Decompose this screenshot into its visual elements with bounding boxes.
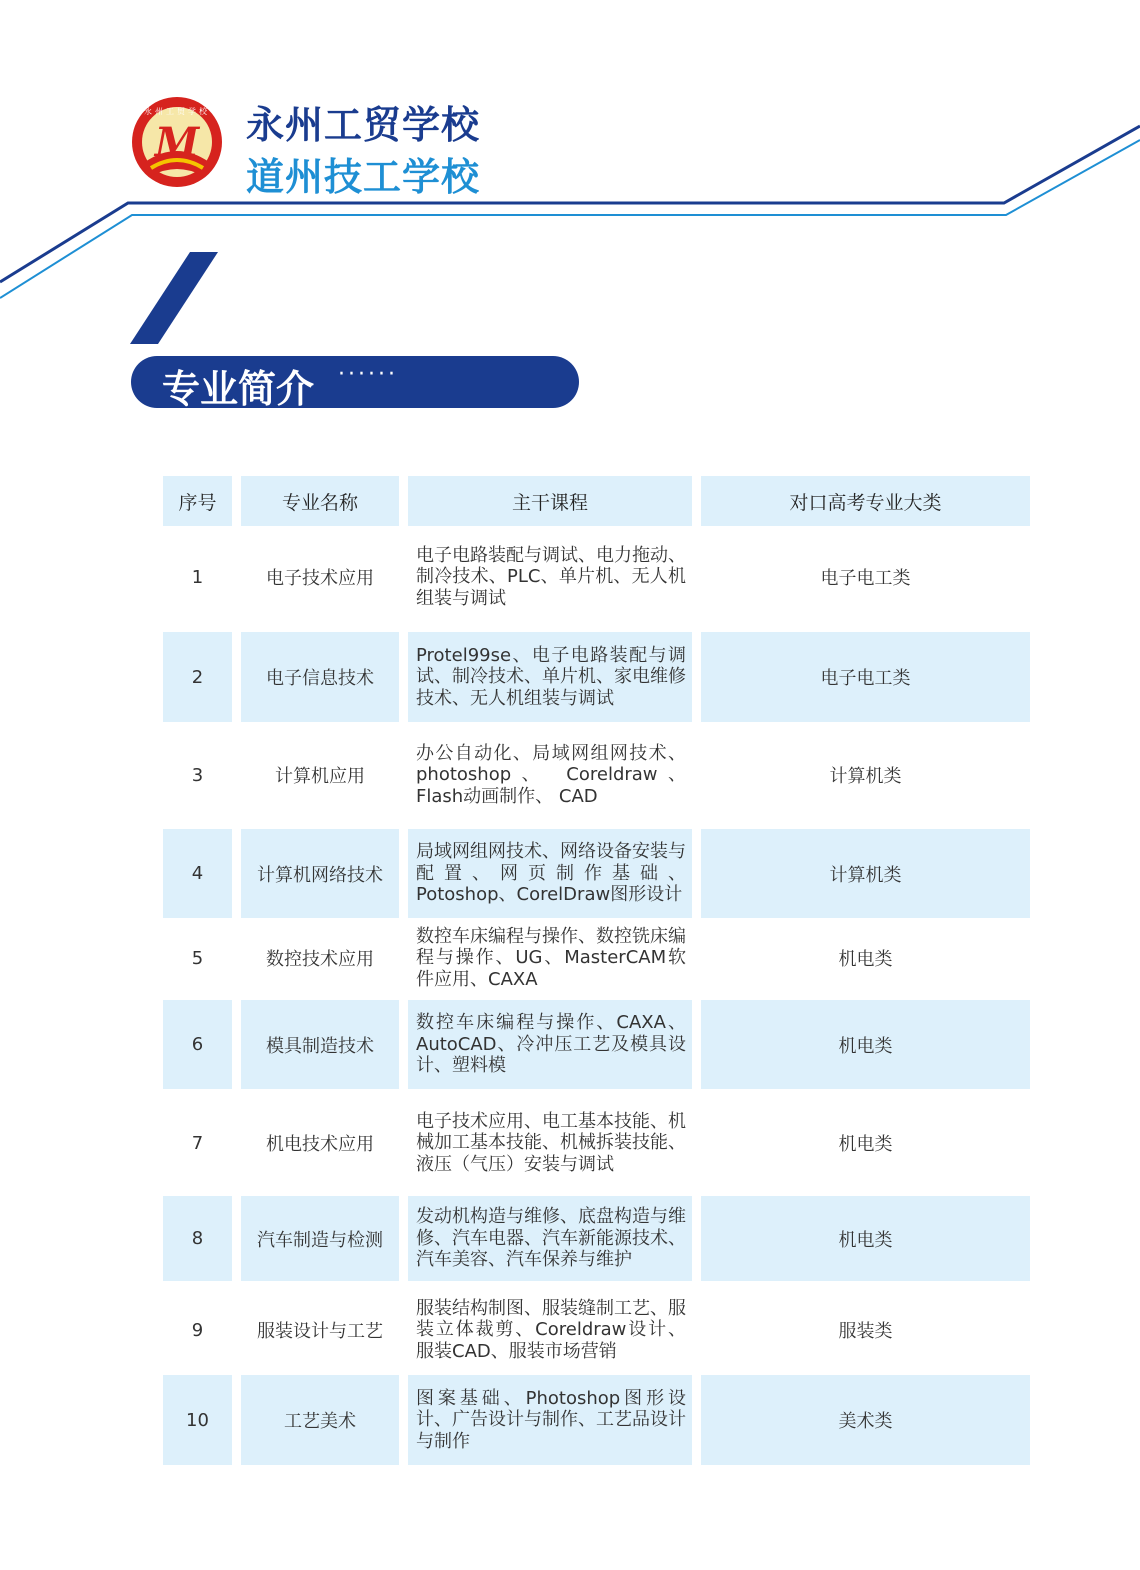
row-7-number: 7 (191, 1132, 204, 1154)
col-header-courses: 主干课程 (408, 476, 692, 526)
school-logo (131, 96, 223, 188)
row-8-courses: 发动机构造与维修、底盘构造与维修、汽车电器、汽车新能源技术、汽车美容、汽车保养与维护 (408, 1196, 692, 1281)
row-5-courses: 数控车床编程与操作、数控铣床编程与操作、UG、MasterCAM软件应用、CAXA (416, 925, 686, 990)
row-1-courses: 电子电路装配与调试、电力拖动、制冷技术、PLC、单片机、无人机组装与调试 (416, 544, 686, 609)
row-10-category: 美术类 (701, 1375, 1030, 1465)
row-6-number: 6 (163, 1000, 232, 1089)
row-5-major: 数控技术应用 (266, 949, 374, 970)
row-10-major: 工艺美术 (241, 1375, 399, 1465)
row-7-category: 机电类 (838, 1134, 893, 1155)
logo-mark: M (154, 119, 200, 166)
row-1-number: 1 (191, 566, 204, 588)
row-2-courses: Protel99se、电子电路装配与调试、制冷技术、单片机、家电维修技术、无人机组装与调试 (408, 632, 692, 722)
row-6-category: 机电类 (701, 1000, 1030, 1089)
section-title: 专业简介 (162, 367, 315, 411)
row-3-number: 3 (191, 764, 204, 786)
row-5-number: 5 (191, 947, 204, 969)
row-7-major: 机电技术应用 (266, 1134, 374, 1155)
row-5-category: 机电类 (838, 949, 893, 970)
row-3-courses: 办公自动化、局域网组网技术、photoshop、 Coreldraw、Flash动画制作、 CAD (416, 742, 686, 807)
row-1-major: 电子技术应用 (266, 568, 374, 589)
row-8-number: 8 (163, 1196, 232, 1281)
row-8-major: 汽车制造与检测 (241, 1196, 399, 1281)
row-2-number: 2 (163, 632, 232, 722)
logo-ring-text: 永州工贸学校 (144, 107, 210, 116)
school-name-primary: 永州工贸学校 (246, 103, 481, 147)
row-9-category: 服装类 (838, 1321, 893, 1342)
row-1-category: 电子电工类 (820, 568, 911, 589)
row-4-number: 4 (163, 829, 232, 918)
row-4-courses: 局域网组网技术、网络设备安装与配置、网页制作基础、Potoshop、CorelDraw图形设计 (408, 829, 692, 918)
col-header-category: 对口高考专业大类 (701, 476, 1030, 526)
row-6-courses: 数控车床编程与操作、CAXA、AutoCAD、冷冲压工艺及模具设计、塑料模 (408, 1000, 692, 1089)
row-7-courses: 电子技术应用、电工基本技能、机械加工基本技能、机械拆装技能、液压（气压）安装与调试 (416, 1110, 686, 1175)
section-title-dots: ······ (338, 362, 398, 387)
school-name-secondary: 道州技工学校 (246, 155, 481, 199)
col-header-major: 专业名称 (241, 476, 399, 526)
row-9-major: 服装设计与工艺 (257, 1321, 383, 1342)
row-2-major: 电子信息技术 (241, 632, 399, 722)
row-4-category: 计算机类 (701, 829, 1030, 918)
row-9-courses: 服装结构制图、服装缝制工艺、服装立体裁剪、Coreldraw设计、服装CAD、服装市场营销 (416, 1297, 686, 1362)
row-3-major: 计算机应用 (275, 766, 365, 787)
row-9-number: 9 (191, 1319, 204, 1341)
row-10-courses: 图案基础、Photoshop图形设计、广告设计与制作、工艺品设计与制作 (408, 1375, 692, 1465)
row-3-category: 计算机类 (829, 766, 902, 787)
row-10-number: 10 (163, 1375, 232, 1465)
col-header-number: 序号 (163, 476, 232, 526)
row-2-category: 电子电工类 (701, 632, 1030, 722)
row-8-category: 机电类 (701, 1196, 1030, 1281)
row-4-major: 计算机网络技术 (241, 829, 399, 918)
row-6-major: 模具制造技术 (241, 1000, 399, 1089)
